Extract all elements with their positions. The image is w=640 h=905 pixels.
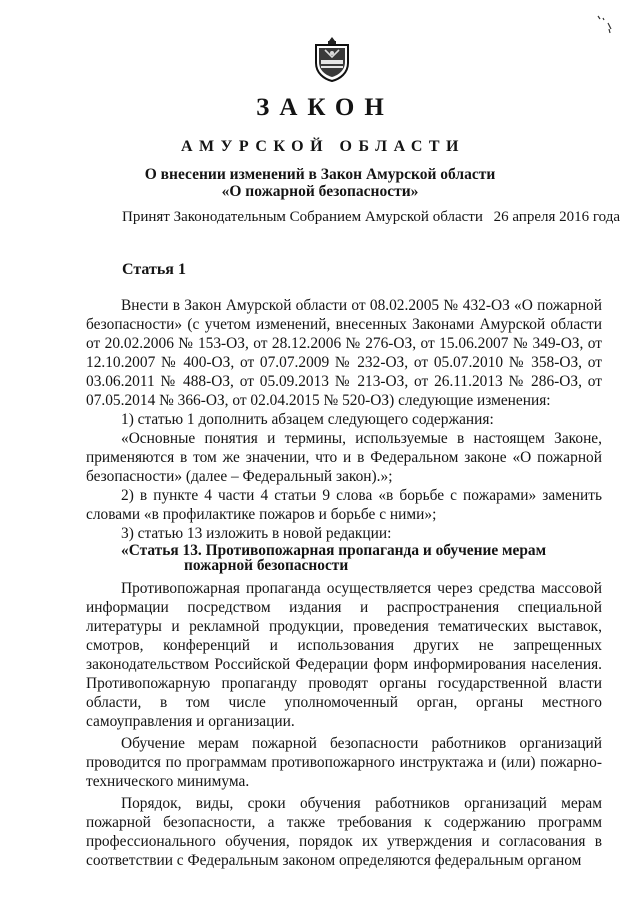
law-subtitle: [0, 166, 640, 200]
subtitle-line-1: О внесении изменений в Закон Амурской области: [144, 166, 496, 183]
article-intro: Внести в Закон Амурской области от 08.02.2005 № 432-ОЗ «О пожарной безопасности» (с учетом изменений, внесенных Законами Амурской области от 20.02.2006 № 153-ОЗ, от 28.12.2006 № 276-ОЗ, от 15.06.2007 № 349-ОЗ, от 12.10.2007 № 400-ОЗ, от 07.07.2009 № 232-ОЗ, от 05.07.2010 № 358-ОЗ, от 03.06.2011 № 488-ОЗ, от 05.09.2013 № 213-ОЗ, от 26.11.2013 № 286-ОЗ, от 07.05.2014 № 366-ОЗ, от 02.04.2015 № 520-ОЗ) следующие изменения:: [86, 297, 602, 409]
pen-mark-icon: [594, 12, 614, 36]
new-article-paragraph-1: Противопожарная пропаганда осуществляется через средства массовой информации посредством издания и распространения специальной литературы и рекламной продукции, проведения тематических выставок, смотров, конференций и использования других не запрещенных законодательством Российской Федерации форм информирования населения. Противопожарную пропаганду проводят органы государственной власти области, в том числе уполномоченный орган, органы местного самоуправления и организации.: [86, 580, 602, 730]
coat-of-arms-icon: [313, 36, 351, 82]
new-article-heading-line-2: пожарной безопасности: [184, 557, 349, 574]
article-item-1-quote: «Основные понятия и термины, используемые в настоящем Законе, применяются в том же значении, что и в Федеральном законе «О пожарной безопасности» (далее – Федеральный закон).»;: [86, 430, 602, 485]
new-article-body: [86, 579, 602, 873]
article-body: [86, 296, 602, 573]
region-title: АМУРСКОЙ ОБЛАСТИ: [181, 138, 465, 155]
adopted-by: Принят Законодательным Собранием Амурской области: [122, 209, 483, 225]
article-heading: Статья 1: [122, 261, 186, 278]
new-article-paragraph-3: Порядок, виды, сроки обучения работников организаций мерам пожарной безопасности, а также требования к содержанию программ профессионального обучения, порядок их утверждения и согласования в соответствии с Федеральным законом определяются федеральным органом: [86, 795, 602, 869]
article-item-1: 1) статью 1 дополнить абзацем следующего содержания:: [121, 411, 494, 428]
adoption-date: 26 апреля 2016 года: [493, 209, 620, 225]
law-title: ЗАКОН: [256, 94, 394, 121]
subtitle-line-2: «О пожарной безопасности»: [221, 183, 419, 200]
article-item-2: 2) в пункте 4 части 4 статьи 9 слова «в борьбе с пожарами» заменить словами «в профилактике пожаров и борьбе с ними»;: [86, 487, 602, 523]
new-article-heading-line-1: «Статья 13. Противопожарная пропаганда и обучение мерам: [121, 542, 547, 559]
new-article-heading: [86, 543, 602, 573]
new-article-paragraph-2: Обучение мерам пожарной безопасности работников организаций проводится по программам противопожарного инструктажа и (или) пожарно-технического минимума.: [86, 735, 602, 790]
article-item-3: 3) статью 13 изложить в новой редакции:: [121, 525, 392, 542]
